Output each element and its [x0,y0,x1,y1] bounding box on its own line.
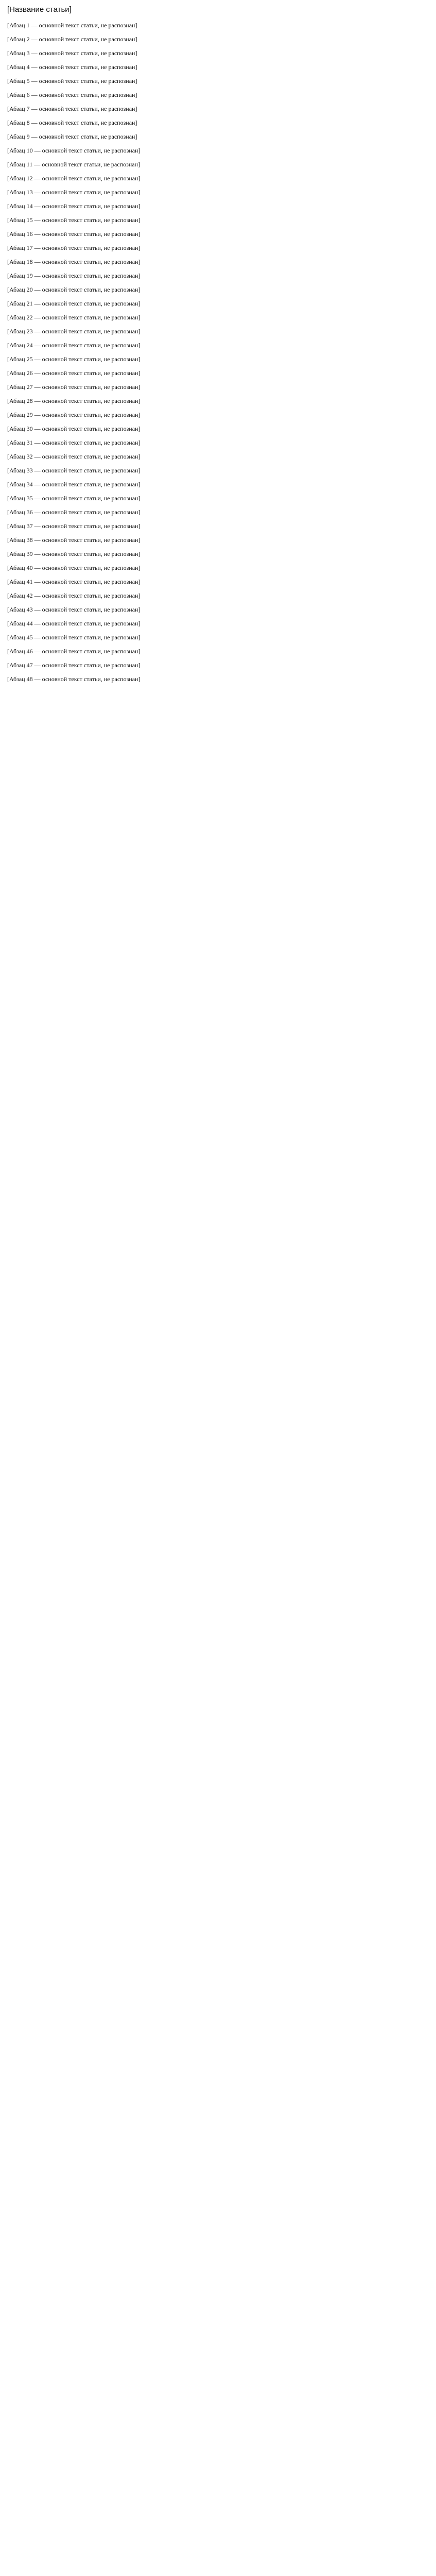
article-paragraph: [Абзац 8 — основной текст статьи, не распознан] [7,119,137,126]
article-paragraph: [Абзац 31 — основной текст статьи, не распознан] [7,439,141,446]
article-paragraph: [Абзац 41 — основной текст статьи, не распознан] [7,578,141,585]
article-paragraph: [Абзац 47 — основной текст статьи, не распознан] [7,662,141,669]
article-paragraph: [Абзац 38 — основной текст статьи, не распознан] [7,536,141,544]
article-paragraph: [Абзац 3 — основной текст статьи, не распознан] [7,49,137,57]
article-paragraph: [Абзац 14 — основной текст статьи, не распознан] [7,202,141,210]
article-paragraph: [Абзац 42 — основной текст статьи, не распознан] [7,592,141,599]
article-paragraph: [Абзац 43 — основной текст статьи, не распознан] [7,606,141,613]
article-paragraph: [Абзац 28 — основной текст статьи, не распознан] [7,397,141,404]
article-paragraph: [Абзац 27 — основной текст статьи, не распознан] [7,383,141,391]
article-paragraph: [Абзац 29 — основной текст статьи, не распознан] [7,411,141,418]
article-paragraph: [Абзац 4 — основной текст статьи, не распознан] [7,63,137,71]
article-paragraph: [Абзац 6 — основной текст статьи, не распознан] [7,91,137,98]
page-title: [Название статьи] [7,5,72,14]
article-paragraph: [Абзац 39 — основной текст статьи, не распознан] [7,550,141,557]
article-paragraph: [Абзац 17 — основной текст статьи, не распознан] [7,244,141,251]
article-paragraph: [Абзац 9 — основной текст статьи, не распознан] [7,133,137,140]
article-paragraph: [Абзац 37 — основной текст статьи, не распознан] [7,522,141,530]
article-paragraph: [Абзац 45 — основной текст статьи, не распознан] [7,634,141,641]
article-paragraph: [Абзац 23 — основной текст статьи, не распознан] [7,328,141,335]
article-paragraph: [Абзац 15 — основной текст статьи, не распознан] [7,216,141,224]
article-paragraph: [Абзац 48 — основной текст статьи, не распознан] [7,675,141,683]
article-paragraph: [Абзац 13 — основной текст статьи, не распознан] [7,189,141,196]
article-body [7,22,429,683]
article-paragraph: [Абзац 30 — основной текст статьи, не распознан] [7,425,141,432]
article-paragraph: [Абзац 36 — основной текст статьи, не распознан] [7,509,141,516]
article-paragraph: [Абзац 18 — основной текст статьи, не распознан] [7,258,141,265]
article-paragraph: [Абзац 40 — основной текст статьи, не распознан] [7,564,141,571]
article-paragraph: [Абзац 44 — основной текст статьи, не распознан] [7,620,141,627]
article-paragraph: [Абзац 1 — основной текст статьи, не распознан] [7,22,137,29]
article-paragraph: [Абзац 5 — основной текст статьи, не распознан] [7,77,137,84]
article-paragraph: [Абзац 16 — основной текст статьи, не распознан] [7,230,141,238]
article-paragraph: [Абзац 46 — основной текст статьи, не распознан] [7,648,141,655]
article-paragraph: [Абзац 2 — основной текст статьи, не распознан] [7,36,137,43]
article-paragraph: [Абзац 20 — основной текст статьи, не распознан] [7,286,141,293]
article-paragraph: [Абзац 33 — основной текст статьи, не распознан] [7,467,141,474]
article-paragraph: [Абзац 34 — основной текст статьи, не распознан] [7,481,141,488]
article-paragraph: [Абзац 11 — основной текст статьи, не распознан] [7,161,141,168]
article-paragraph: [Абзац 24 — основной текст статьи, не распознан] [7,342,141,349]
article-paragraph: [Абзац 35 — основной текст статьи, не распознан] [7,495,141,502]
article-paragraph: [Абзац 10 — основной текст статьи, не распознан] [7,147,141,154]
article-paragraph: [Абзац 12 — основной текст статьи, не распознан] [7,175,141,182]
article-paragraph: [Абзац 25 — основной текст статьи, не распознан] [7,355,141,363]
article-paragraph: [Абзац 22 — основной текст статьи, не распознан] [7,314,141,321]
article-paragraph: [Абзац 26 — основной текст статьи, не распознан] [7,369,141,377]
article-paragraph: [Абзац 32 — основной текст статьи, не распознан] [7,453,141,460]
article-paragraph: [Абзац 21 — основной текст статьи, не распознан] [7,300,141,307]
article-paragraph: [Абзац 7 — основной текст статьи, не распознан] [7,105,137,112]
article-paragraph: [Абзац 19 — основной текст статьи, не распознан] [7,272,141,279]
